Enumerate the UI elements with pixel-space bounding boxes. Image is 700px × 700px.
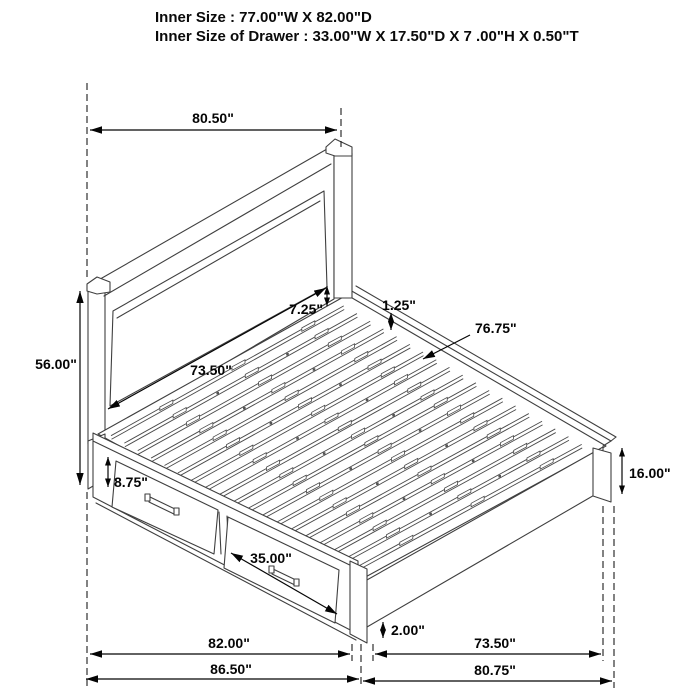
rim-end-line-2 xyxy=(611,437,616,441)
slat-peg xyxy=(498,475,501,478)
slat-peg xyxy=(429,513,432,516)
dim-overall-width-label: 80.75" xyxy=(474,662,516,678)
slat-peg xyxy=(349,467,352,470)
dim-overall-length xyxy=(86,661,359,679)
dim-ground-clearance xyxy=(383,622,425,638)
slat-peg xyxy=(419,429,422,432)
dim-slat-length-label: 76.75" xyxy=(475,320,517,336)
dim-headboard-width xyxy=(90,110,337,130)
slat-peg xyxy=(313,368,316,371)
dim-overall-length-label: 86.50" xyxy=(210,661,252,677)
right-leg xyxy=(593,448,611,502)
dim-overall-width xyxy=(363,662,612,681)
slat-peg xyxy=(323,452,326,455)
headboard-right-cap xyxy=(326,139,352,156)
dim-deck-lip-label: 1.25" xyxy=(382,297,416,313)
dim-ground-clearance-label: 2.00" xyxy=(391,622,425,638)
dim-side-inner-length xyxy=(90,635,350,654)
slat-peg xyxy=(296,437,299,440)
slat-peg xyxy=(243,407,246,410)
headboard-back-post xyxy=(334,146,352,298)
slat-peg xyxy=(286,353,289,356)
dim-headboard-width-label: 80.50" xyxy=(192,110,234,126)
dim-headboard-height-label: 56.00" xyxy=(35,356,77,372)
dim-headboard-height xyxy=(35,291,80,485)
slat-peg xyxy=(403,498,406,501)
slat-peg xyxy=(216,392,219,395)
slat-peg xyxy=(445,444,448,447)
slat-peg xyxy=(392,414,395,417)
spec-line-2: Inner Size of Drawer : 33.00"W X 17.50"D X 7 .00"H X 0.50"T xyxy=(155,28,579,45)
rim-end-line xyxy=(603,441,611,446)
dim-footboard-height-label: 16.00" xyxy=(629,465,671,481)
dim-panel-diagonal-label: 73.50" xyxy=(190,362,232,378)
slat-peg xyxy=(366,399,369,402)
dim-side-rail-height-label: 8.75" xyxy=(114,474,148,490)
slat-peg xyxy=(270,422,273,425)
slat-peg xyxy=(376,482,379,485)
dim-drawer-width-label: 35.00" xyxy=(250,550,292,566)
dim-side-inner-length-label: 82.00" xyxy=(208,635,250,651)
spec-line-1: Inner Size : 77.00"W X 82.00"D xyxy=(155,9,372,26)
front-leg xyxy=(350,561,367,643)
slat-peg xyxy=(339,383,342,386)
dim-panel-gap-label: 7.25" xyxy=(289,301,323,317)
dim-footboard-height xyxy=(622,448,671,494)
dim-foot-inner-width-label: 73.50" xyxy=(474,635,516,651)
slat-peg xyxy=(472,460,475,463)
